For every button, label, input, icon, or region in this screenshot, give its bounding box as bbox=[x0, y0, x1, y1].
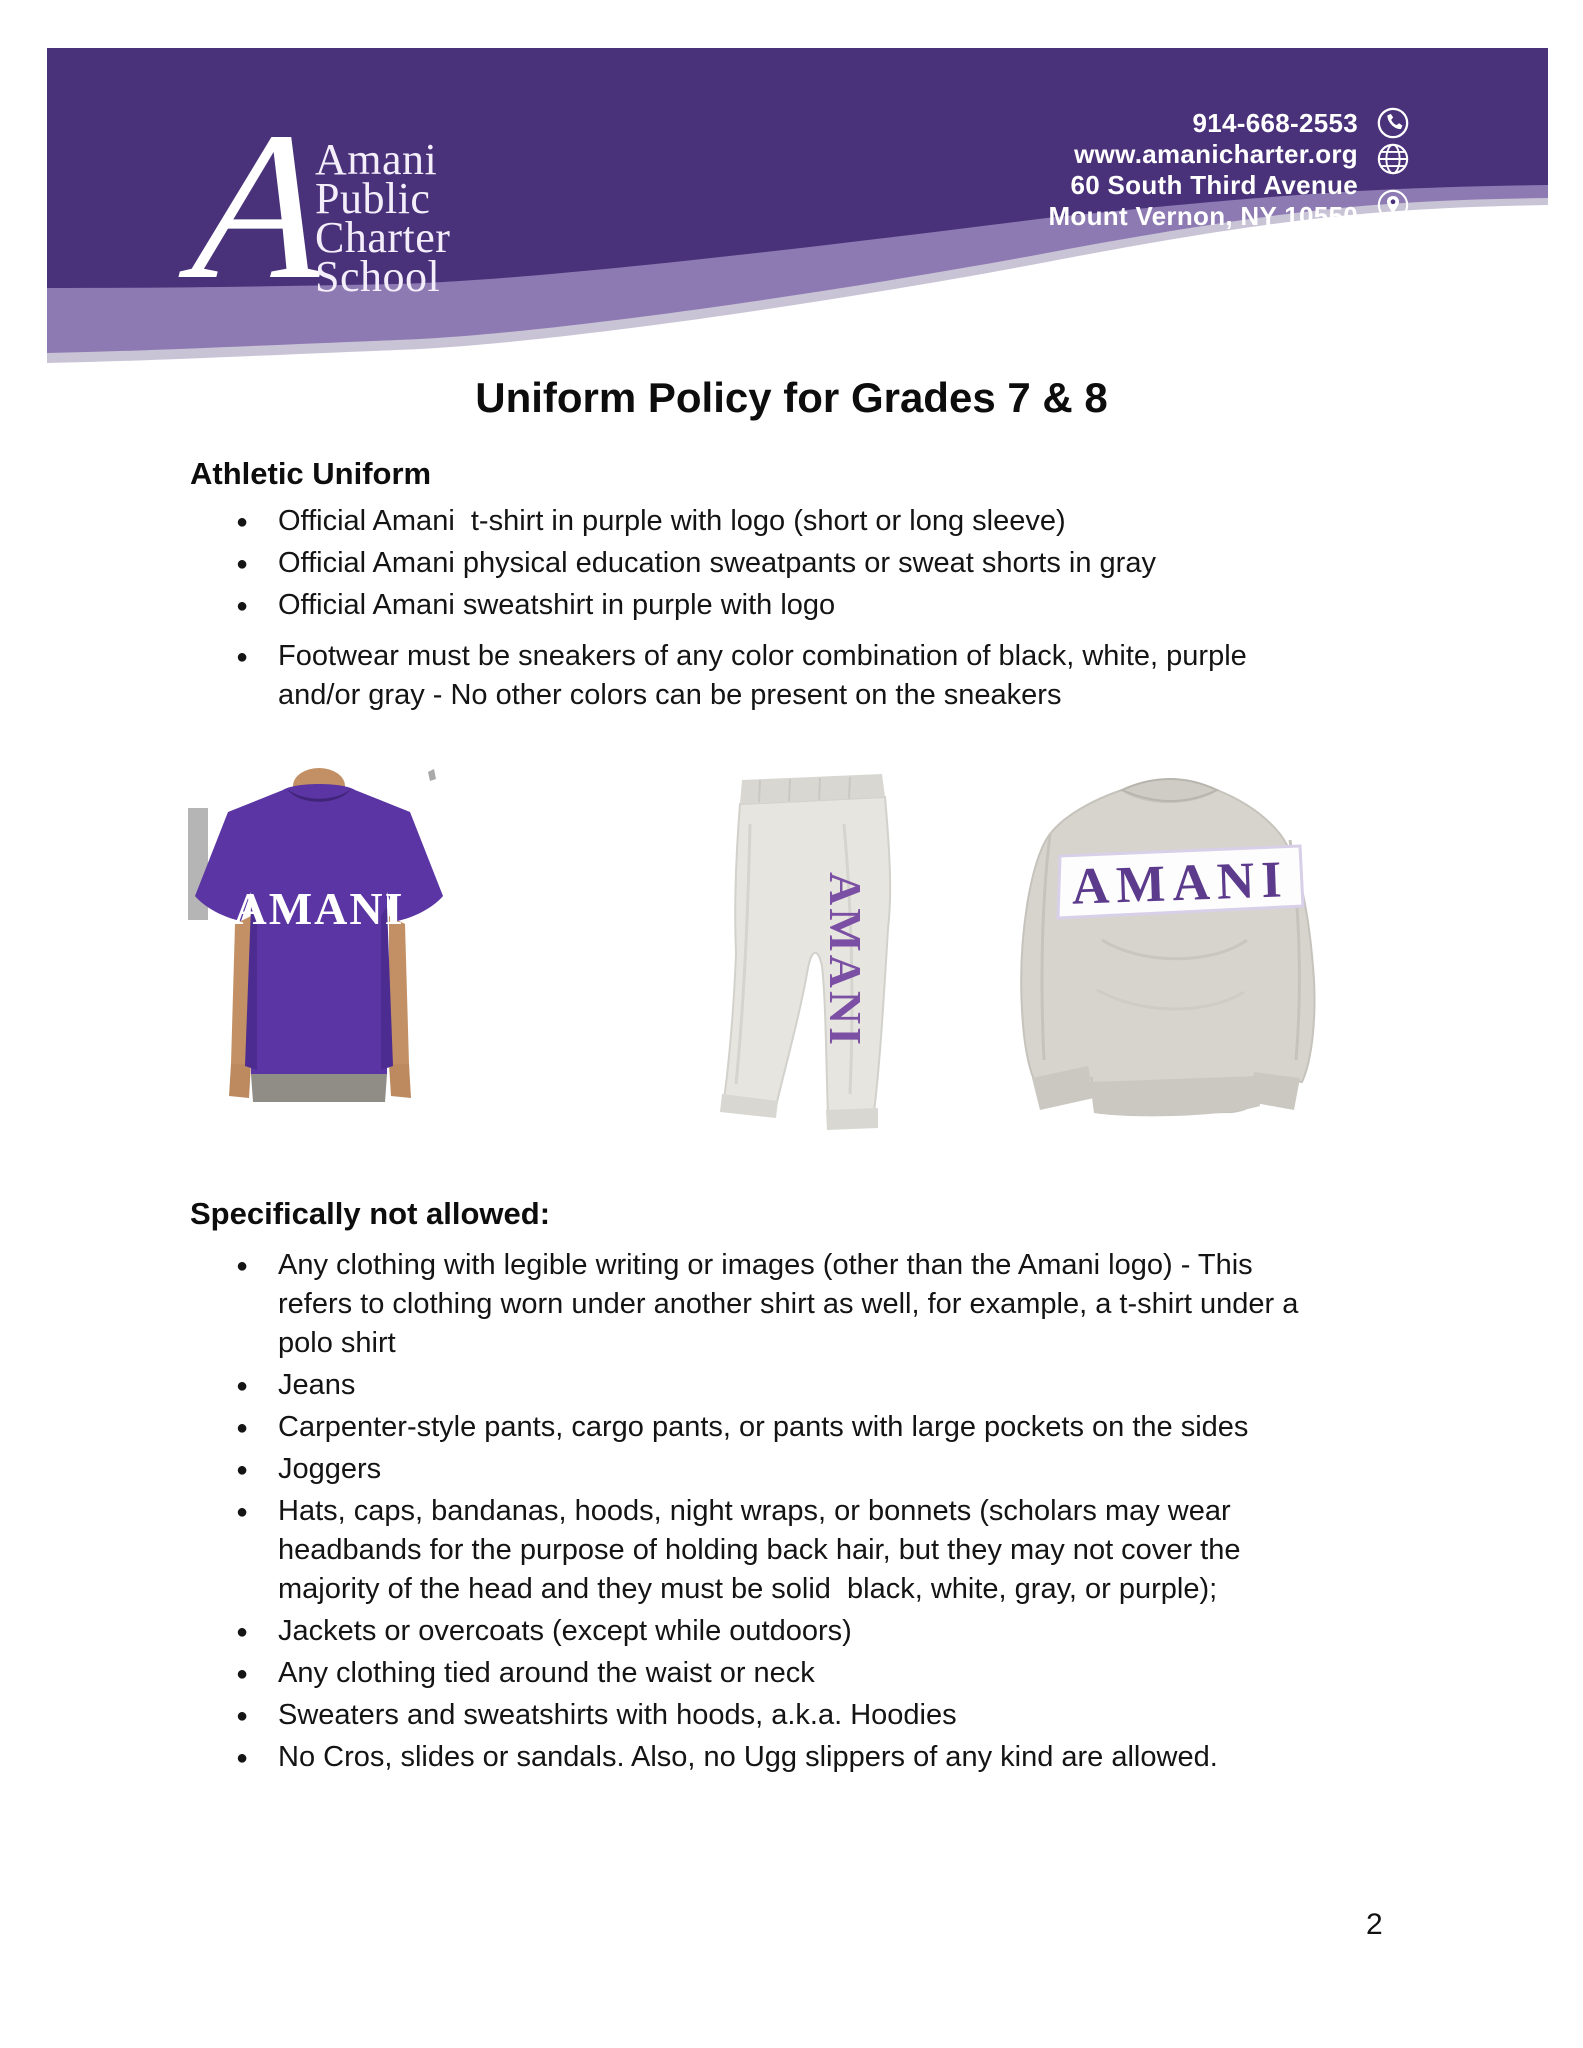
list-item: ● Sweaters and sweatshirts with hoods, a.k.a. Hoodies bbox=[190, 1696, 1308, 1735]
list-item: ● Any clothing with legible writing or images (other than the Amani logo) - This refers to clothing worn under another shirt as well, for example, a t-shirt under a polo shirt bbox=[190, 1246, 1308, 1363]
contact-phone: 914-668-2553 bbox=[1192, 108, 1358, 138]
sweatshirt-shape bbox=[1021, 790, 1314, 1114]
logo-line-charter: Charter bbox=[315, 213, 451, 262]
page-number: 2 bbox=[1366, 1908, 1383, 1941]
school-logo-initial: A bbox=[186, 88, 333, 323]
logo-line-amani: Amani bbox=[315, 135, 438, 184]
list-item: ● Official Amani t-shirt in purple with logo (short or long sleeve) bbox=[190, 502, 1308, 541]
contact-address-line1: 60 South Third Avenue bbox=[1070, 170, 1358, 200]
list-item: ● Jackets or overcoats (except while outdoors) bbox=[190, 1612, 1308, 1651]
contact-info bbox=[1048, 108, 1358, 232]
list-item: ● Official Amani sweatshirt in purple with logo bbox=[190, 586, 1308, 625]
section-heading-not-allowed: Specifically not allowed: bbox=[190, 1196, 551, 1231]
list-item: ● Joggers bbox=[190, 1450, 1308, 1489]
logo-line-school: School bbox=[315, 252, 441, 301]
header-banner bbox=[47, 48, 1548, 368]
sweatpants-photo bbox=[680, 764, 1000, 1162]
list-item: ● Carpenter-style pants, cargo pants, or pants with large pockets on the sides bbox=[190, 1408, 1308, 1447]
section-heading-athletic-uniform: Athletic Uniform bbox=[190, 456, 432, 491]
not-allowed-list bbox=[190, 1246, 1320, 1780]
tshirt-photo bbox=[185, 766, 455, 1106]
list-item: ● Jeans bbox=[190, 1366, 1308, 1405]
list-item: ● Any clothing tied around the waist or neck bbox=[190, 1654, 1308, 1693]
athletic-uniform-list bbox=[190, 502, 1320, 718]
tshirt-logo-text: AMANI bbox=[233, 883, 405, 934]
list-item: ● No Cros, slides or sandals. Also, no Ugg slippers of any kind are allowed. bbox=[190, 1738, 1308, 1777]
sweatshirt-photo bbox=[1002, 760, 1337, 1152]
list-item: ● Hats, caps, bandanas, hoods, night wraps, or bonnets (scholars may wear headbands for the purpose of holding back hair, but they may not cover the majority of the head and they must be solid black, white, gray, or purple); bbox=[190, 1492, 1308, 1609]
school-logo-wordmark bbox=[315, 135, 451, 301]
phone-icon bbox=[1376, 106, 1410, 140]
logo-line-public: Public bbox=[315, 174, 431, 223]
list-item: ● Official Amani physical education sweatpants or sweat shorts in gray bbox=[190, 544, 1308, 583]
contact-website: www.amanicharter.org bbox=[1074, 139, 1358, 169]
sweatpants-logo-text: AMANI bbox=[820, 872, 871, 1048]
contact-address-line2: Mount Vernon, NY 10550 bbox=[1048, 201, 1358, 231]
list-item: ● Footwear must be sneakers of any color combination of black, white, purple and/or gray - No other colors can be present on the sneakers bbox=[190, 637, 1308, 715]
photo-artifact bbox=[428, 769, 436, 781]
globe-icon bbox=[1376, 142, 1410, 176]
page-title: Uniform Policy for Grades 7 & 8 bbox=[475, 374, 1108, 421]
sweatshirt-logo-text: AMANI bbox=[1070, 851, 1290, 916]
location-pin-icon bbox=[1376, 188, 1410, 222]
